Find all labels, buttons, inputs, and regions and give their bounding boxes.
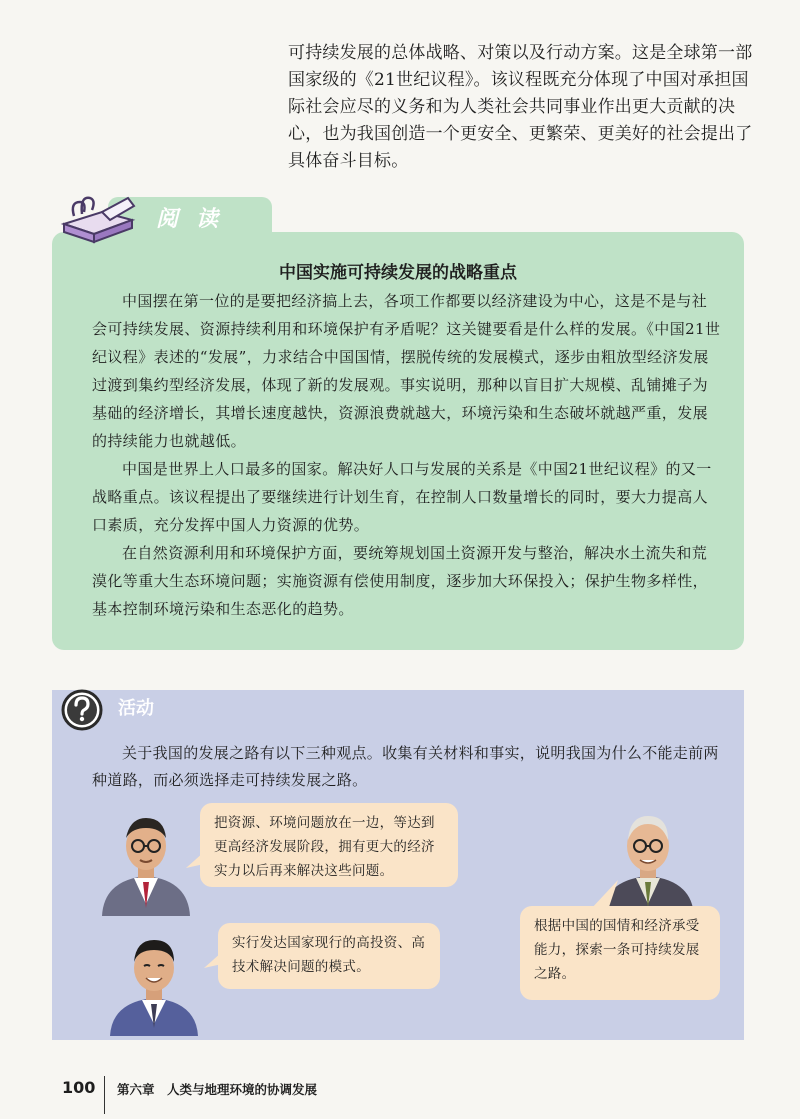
page-number: 100 bbox=[62, 1078, 96, 1097]
book-icon bbox=[58, 186, 136, 246]
reading-paragraph: 在自然资源利用和环境保护方面，要统筹规划国土资源开发与整治，解决水土流失和荒漠化等重大生态环境问题；实施资源有偿使用制度，逐步加大环保投入；保护生物多样性，基本控制环境污染和生态恶化的趋势。 bbox=[92, 544, 709, 618]
person-glasses-illustration bbox=[98, 808, 194, 916]
speech-bubble: 把资源、环境问题放在一边，等达到更高经济发展阶段，拥有更大的经济实力以后再来解决这些问题。 bbox=[200, 803, 458, 887]
reading-heading: 中国实施可持续发展的战略重点 bbox=[279, 263, 517, 283]
activity-label: 活动 bbox=[118, 698, 154, 719]
reading-body bbox=[92, 287, 722, 623]
reading-paragraph: 中国摆在第一位的是要把经济搞上去，各项工作都要以经济建设为中心，这是不是与社会可持续发展、资源持续利用和环境保护有矛盾呢？这关键要看是什么样的发展。《中国21世纪议程》表述的“发展”，力求结合中国国情，摆脱传统的发展模式，逐步由粗放型经济发展过渡到集约型经济发展，体现了新的发展观。事实说明，那种以盲目扩大规模、乱铺摊子为基础的经济增长，其增长速度越快，资源浪费就越大，环境污染和生态破坏就越严重，发展的持续能力也就越低。 bbox=[92, 292, 721, 450]
question-icon bbox=[60, 688, 104, 732]
activity-intro: 关于我国的发展之路有以下三种观点。收集有关材料和事实，说明我国为什么不能走前两种道路，而必须选择走可持续发展之路。 bbox=[92, 744, 719, 789]
speech-bubble: 根据中国的国情和经济承受能力，探索一条可持续发展之路。 bbox=[520, 906, 720, 1000]
reading-label: 阅读 bbox=[156, 207, 237, 232]
person-smiling-illustration bbox=[106, 930, 202, 1036]
reading-paragraph: 中国是世界上人口最多的国家。解决好人口与发展的关系是《中国21世纪议程》的又一战略重点。该议程提出了要继续进行计划生育，在控制人口数量增长的同时，要大力提高人口素质，充分发挥中国人力资源的优势。 bbox=[92, 460, 712, 534]
footer-divider bbox=[104, 1076, 105, 1114]
chapter-title: 第六章 人类与地理环境的协调发展 bbox=[117, 1082, 318, 1097]
speech-bubble: 实行发达国家现行的高投资、高技术解决问题的模式。 bbox=[218, 923, 440, 989]
intro-paragraph: 可持续发展的总体战略、对策以及行动方案。这是全球第一部国家级的《21世纪议程》。该议程既充分体现了中国对承担国际社会应尽的义务和为人类社会共同事业作出更大贡献的决心，也为我国创造一个更安全、更繁荣、更美好的社会提出了具体奋斗目标。 bbox=[288, 43, 753, 171]
